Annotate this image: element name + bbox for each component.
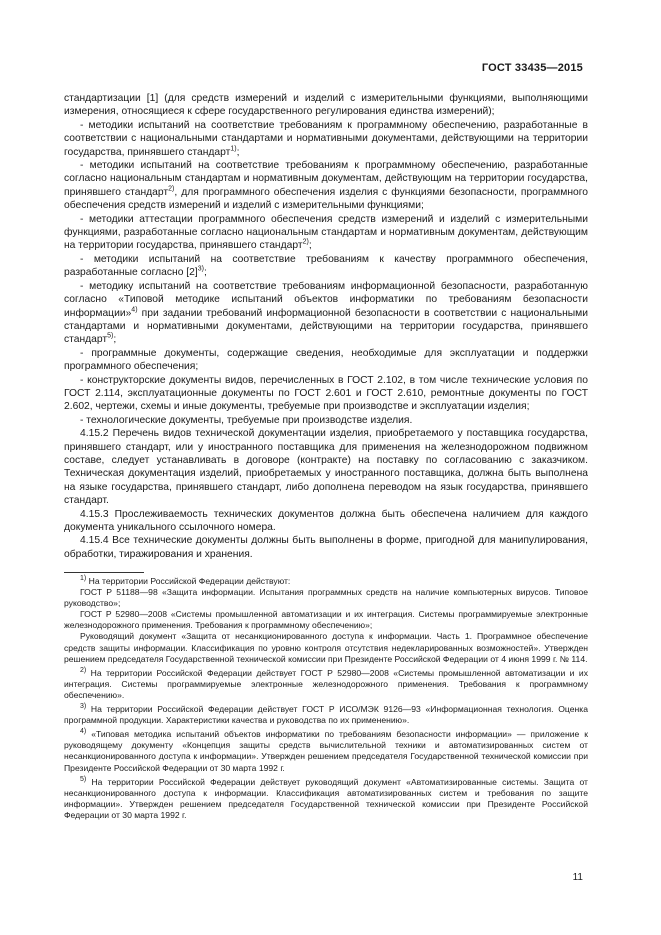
paragraph-text: ; [203, 267, 207, 279]
clause-4-15-3: 4.15.3 Прослеживаемость технических документов должна быть обеспечена наличием для каждого документа уникального ссылочного номера. [64, 508, 588, 533]
clause-4-15-2: 4.15.2 Перечень видов технической документации изделия, приобретаемого у поставщика государства, принявшего стандарт, или у иностранного поставщика для применения на железнодорожном подвижном составе, следует устанавливать в договоре (контракте) на поставку по согласованию с заказчиком. Техническая документация изделий, приобретаемых у иностранного поставщика, должна быть выполнена на языке государства, принявшего стандарт, либо дополнена переводом на язык государства, принявшего стандарт. [64, 428, 588, 507]
list-item [64, 280, 588, 347]
footnote-ref[interactable]: 1) [230, 145, 237, 153]
footnote-text: «Типовая методика испытаний объектов информатики по требованиям безопасности информации» — приложение к руководящему документу «Концепция защиты средств вычислительной техники и автоматизированных систем от несанкционированного доступа к информации». Утвержден решением председателя Государственной технической комиссии при Президенте Российской Федерации от 30 марта 1992 г. [64, 729, 588, 773]
footnote-1-item: Руководящий документ «Защита от несанкционированного доступа к информации. Часть 1. Программное обеспечение средств защиты информации. Классификация по уровню контроля отсутствия недекларированных возможностей». Утвержден решением председателя Государственной технической комиссии при Президенте Российской Федерации от 4 июня 1999 г. № 114. [64, 631, 588, 664]
paragraph-text: ; [113, 334, 117, 346]
list-item [64, 159, 588, 213]
footnote-4 [64, 729, 588, 773]
body-text [64, 92, 588, 561]
footnote-3 [64, 704, 588, 726]
footnote-2 [64, 668, 588, 701]
footnote-text: На территории Российской Федерации действует ГОСТ Р 52980—2008 «Системы промышленной автоматизации и их интеграция. Системы программируемые электронные железнодорожного применения. Требования к программному обеспечению». [64, 667, 588, 700]
footnote-ref[interactable]: 5) [107, 332, 114, 340]
footnote-text: На территории Российской Федерации действуют: [86, 576, 291, 586]
footnote-mark: 2) [80, 666, 87, 674]
list-item: - технологические документы, требуемые при производстве изделия. [80, 414, 413, 426]
footnote-5 [64, 777, 588, 821]
footnote-text: На территории Российской Федерации действует ГОСТ Р ИСО/МЭК 9126—93 «Информационная технология. Оценка программной продукции. Характеристики качества и руководства по их применению». [64, 704, 588, 726]
clause-4-15-4: 4.15.4 Все технические документы должны быть выполнены в форме, пригодной для манипулирования, обработки, тиражирования и хранения. [64, 535, 588, 560]
footnote-1-item: ГОСТ Р 51188—98 «Защита информации. Испытания программных средств на наличие компьютерных вирусов. Типовое руководство»; [64, 587, 588, 609]
paragraph [64, 92, 588, 119]
paragraph-text: ; [308, 240, 312, 252]
paragraph-text: ; [236, 146, 240, 158]
paragraph-text: стандартизации [1] (для средств измерений и изделий с измерительными функциями, выполняющими измерения, относящиеся к сфере государственного регулирования единства измерений); [64, 93, 588, 118]
footnote-ref[interactable]: 2) [168, 185, 175, 193]
footnote-ref[interactable]: 2) [302, 239, 309, 247]
document-header: ГОСТ 33435—2015 [481, 62, 583, 74]
page-number: 11 [572, 872, 583, 883]
paragraph-text: - методики испытаний на соответствие требованиям к качеству программного обеспечения, разработанные согласно [2] [64, 253, 588, 279]
footnote-text: На территории Российской Федерации действует руководящий документ «Автоматизированные системы. Защита от несанкционированного доступа к информации. Классификация автоматизированных систем и требования по защите информации». Утвержден решением председателя Государственной технической комиссии при Президенте Российской Федерации от 30 марта 1992 г. [64, 776, 588, 820]
footnote-ref[interactable]: 3) [197, 265, 204, 273]
list-item [64, 213, 588, 253]
list-item: - конструкторские документы видов, перечисленных в ГОСТ 2.102, в том числе технические условия по ГОСТ 2.114, эксплуатационные документы по ГОСТ 2.601 и ГОСТ 2.610, ремонтные документы по ГОСТ 2.602, чертежи, схемы и иные документы, требуемые при производстве и эксплуатации изделия; [64, 374, 588, 413]
list-item [64, 253, 588, 280]
paragraph-text: , для программного обеспечения изделия с функциями безопасности, программного обеспечения средств измерений и изделий с измерительными функциями; [64, 186, 588, 212]
paragraph-text: - методики испытаний на соответствие требованиям к программному обеспечению, разработанные в соответствии с национальными стандартами и нормативными документами, действующими на территории государства, принявшего стандарт [64, 119, 588, 158]
list-item [64, 119, 588, 159]
footnote-mark: 5) [80, 775, 87, 783]
footnote-1 [64, 576, 588, 587]
footnotes [64, 576, 588, 821]
footnote-divider [64, 572, 144, 573]
footnote-ref[interactable]: 4) [131, 306, 138, 314]
footnote-1-item: ГОСТ Р 52980—2008 «Системы промышленной автоматизации и их интеграция. Системы программируемые электронные железнодорожного применения. Требования к программному обеспечению»; [64, 609, 588, 631]
paragraph-text: при задании требований информационной безопасности в соответствии с национальными стандартами и нормативными документами, действующими на территории государства, принявшего стандарт [64, 307, 588, 346]
paragraph-text: - методики испытаний на соответствие требованиям к программному обеспечению, разработанные согласно национальным стандартам и нормативным документам, действующим на территории государства, принявшего стандарт [64, 160, 588, 198]
list-item: - программные документы, содержащие сведения, необходимые для эксплуатации и поддержки программного обеспечения; [64, 347, 588, 373]
footnote-mark: 1) [80, 575, 87, 583]
footnote-mark: 3) [80, 703, 87, 711]
footnote-mark: 4) [80, 728, 87, 736]
paragraph-text: - методику испытаний на соответствие требованиям информационной безопасности, разработанную согласно «Типовой методике испытаний объектов информатики по требованиям безопасности информации» [64, 280, 588, 319]
paragraph-text: - методики аттестации программного обеспечения средств измерений и изделий с измерительными функциями, разработанные согласно национальным стандартам и нормативным документам, действующим на территории государства, принявшего стандарт [64, 213, 588, 252]
